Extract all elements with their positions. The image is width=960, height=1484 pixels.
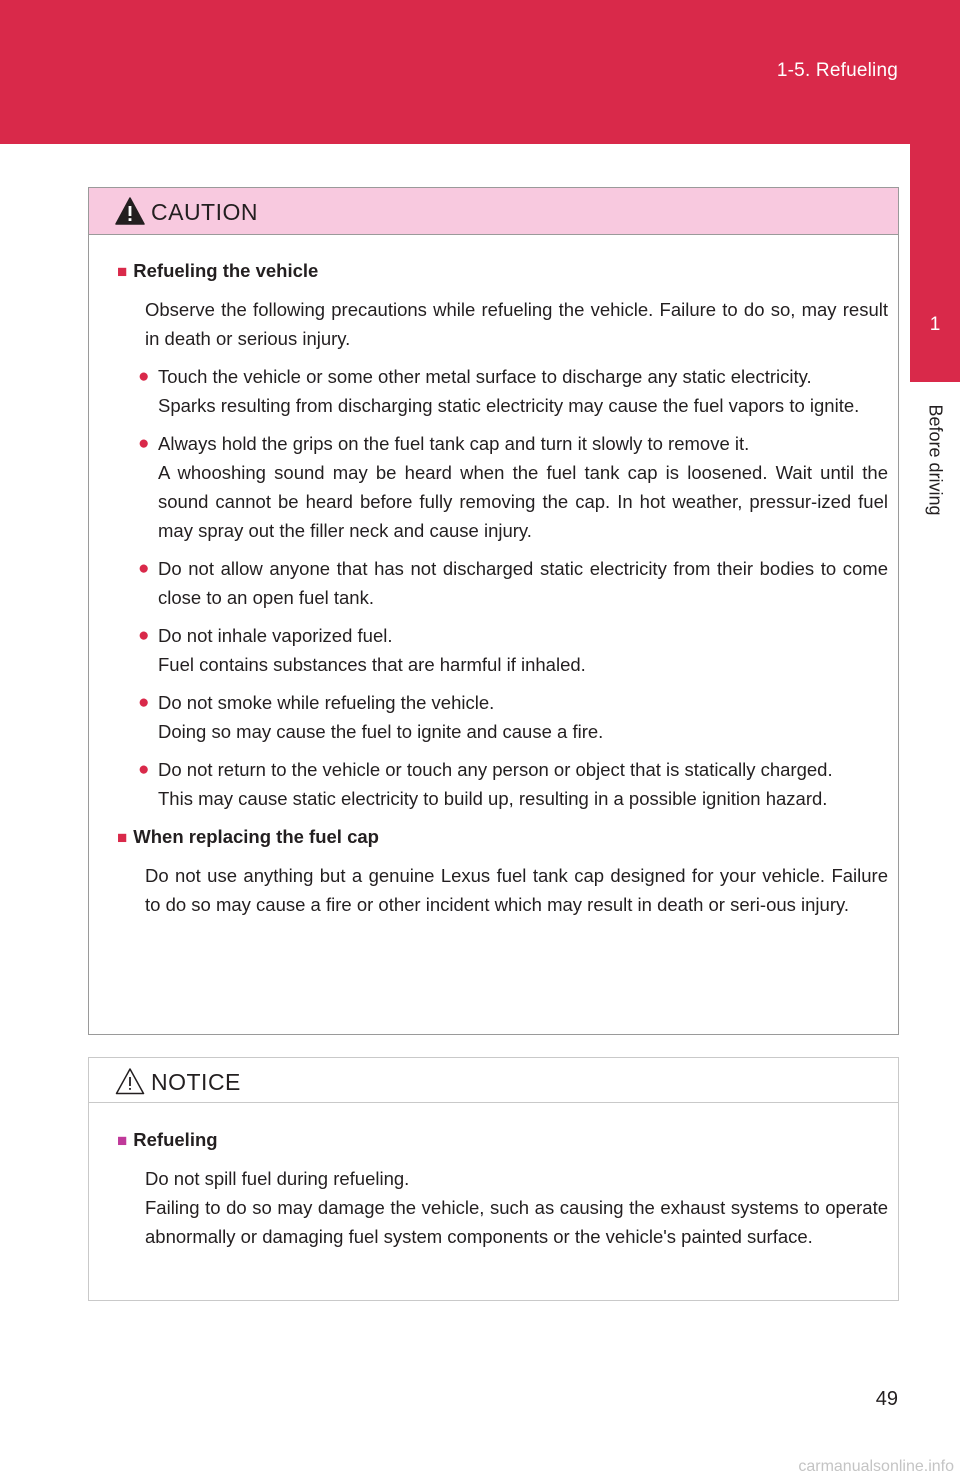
notice-body xyxy=(89,1103,898,1251)
chapter-label: Before driving xyxy=(925,404,946,516)
round-bullet-icon: ● xyxy=(138,759,150,780)
notice-box xyxy=(88,1057,899,1301)
header-band xyxy=(0,0,960,144)
caution-header xyxy=(89,188,898,235)
caution-bullet: ● Touch the vehicle or some other metal surface to discharge any static electricity. Sparks resulting from discharging static electricity may cause the fuel vapors to ignite. xyxy=(138,362,888,420)
caution-title: CAUTION xyxy=(151,199,258,225)
warning-triangle-outline-icon xyxy=(115,1067,145,1095)
watermark: carmanualsonline.info xyxy=(798,1458,954,1475)
round-bullet-icon: ● xyxy=(138,433,150,454)
caution-intro-fuel-cap: Do not use anything but a genuine Lexus fuel tank cap designed for your vehicle. Failure to do so may cause a fire or other incident which may result in death or seri-ous injury. xyxy=(145,865,888,915)
notice-text: Do not spill fuel during refueling. Failing to do so may damage the vehicle, such as causing the exhaust systems to operate abnormally or damaging fuel system components or the vehicle's painted surface. xyxy=(145,1168,888,1247)
round-bullet-icon: ● xyxy=(138,366,150,387)
caution-bullet: ● Do not allow anyone that has not discharged static electricity from their bodies to come close to an open fuel tank. xyxy=(138,554,888,612)
warning-triangle-icon xyxy=(115,197,145,225)
notice-heading: ■ Refueling xyxy=(117,1129,218,1150)
chapter-number: 1 xyxy=(929,314,941,335)
caution-bullet: ● Do not smoke while refueling the vehicle. Doing so may cause the fuel to ignite and cause a fire. xyxy=(138,688,888,746)
chapter-tab xyxy=(910,144,960,382)
square-bullet-icon: ■ xyxy=(117,1131,128,1150)
caution-box xyxy=(88,187,899,1035)
caution-body xyxy=(89,235,898,919)
round-bullet-icon: ● xyxy=(138,692,150,713)
caution-intro-refueling: Observe the following precautions while refueling the vehicle. Failure to do so, may result in death or serious injury. xyxy=(145,299,888,349)
caution-heading-refueling: ■ Refueling the vehicle xyxy=(117,260,319,281)
caution-heading-fuel-cap: ■ When replacing the fuel cap xyxy=(117,826,379,847)
section-title: 1-5. Refueling xyxy=(776,60,898,81)
square-bullet-icon: ■ xyxy=(117,262,128,281)
round-bullet-icon: ● xyxy=(138,558,150,579)
caution-bullet: ● Do not return to the vehicle or touch any person or object that is statically charged. This may cause static electricity to build up, resulting in a possible ignition hazard. xyxy=(138,755,888,813)
caution-bullet: ● Do not inhale vaporized fuel. Fuel contains substances that are harmful if inhaled. xyxy=(138,621,888,679)
page-number: 49 xyxy=(875,1388,898,1410)
round-bullet-icon: ● xyxy=(138,625,150,646)
caution-bullet: ● Always hold the grips on the fuel tank cap and turn it slowly to remove it. A whooshing sound may be heard when the fuel tank cap is loosened. Wait until the sound cannot be heard before fully removing the cap. In hot weather, pressur-ized fuel may spray out the filler neck and cause injury. xyxy=(138,429,888,545)
notice-title: NOTICE xyxy=(151,1069,241,1095)
notice-header xyxy=(89,1058,898,1103)
square-bullet-icon: ■ xyxy=(117,828,128,847)
